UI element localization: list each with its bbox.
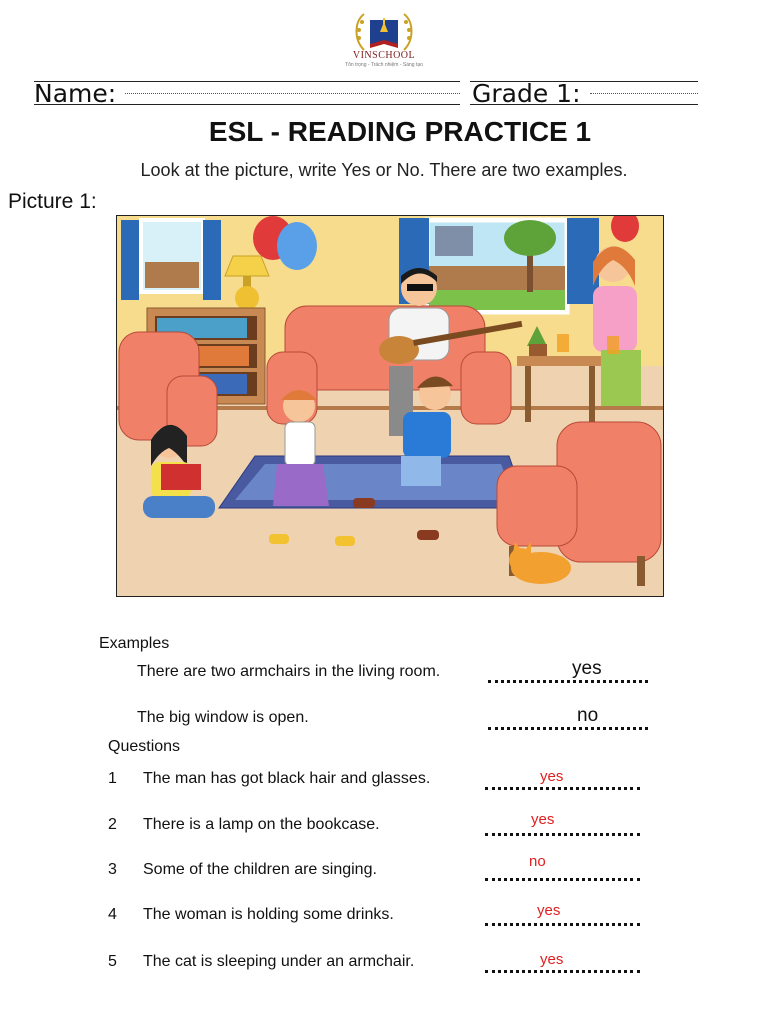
- answer-line[interactable]: [485, 833, 640, 836]
- question-answer: yes: [540, 951, 564, 968]
- example-sentence: There are two armchairs in the living room.: [137, 663, 441, 680]
- answer-line[interactable]: [485, 923, 640, 926]
- name-label: Name:: [34, 79, 117, 108]
- question-number: 2: [108, 816, 117, 833]
- logo-wordmark: VINSCHOOL: [352, 50, 416, 61]
- question-text: The woman is holding some drinks.: [143, 906, 394, 923]
- answer-line[interactable]: [485, 878, 640, 881]
- answer-line[interactable]: [485, 787, 640, 790]
- answer-line[interactable]: [485, 970, 640, 973]
- grade-write-line[interactable]: [470, 104, 698, 105]
- question-text: Some of the children are singing.: [143, 861, 377, 878]
- worksheet-title: ESL - READING PRACTICE 1: [208, 116, 592, 147]
- question-text: The man has got black hair and glasses.: [143, 770, 431, 787]
- name-write-line[interactable]: [34, 104, 460, 105]
- question-answer: yes: [531, 811, 555, 828]
- examples-heading: Examples: [99, 635, 170, 652]
- grade-top-line: [470, 81, 698, 82]
- answer-line[interactable]: [488, 680, 648, 683]
- grade-mid-line: [590, 93, 698, 94]
- question-number: 5: [108, 953, 117, 970]
- picture-label: Picture 1:: [8, 190, 97, 213]
- left-window: [121, 220, 221, 300]
- question-answer: no: [529, 853, 546, 870]
- name-top-line: [34, 81, 460, 82]
- question-answer: yes: [540, 768, 564, 785]
- example-answer: no: [577, 705, 599, 726]
- logo-tagline: Tôn trọng - Trách nhiệm - Sáng tạo: [345, 62, 423, 68]
- grade-label: Grade 1:: [472, 79, 581, 108]
- instruction-text: Look at the picture, write Yes or No. There are two examples.: [140, 160, 628, 180]
- question-answer: yes: [537, 902, 561, 919]
- questions-heading: Questions: [108, 738, 181, 755]
- question-number: 3: [108, 861, 117, 878]
- example-answer: yes: [572, 658, 602, 679]
- name-mid-line: [125, 93, 460, 94]
- question-number: 4: [108, 906, 117, 923]
- question-text: The cat is sleeping under an armchair.: [143, 953, 415, 970]
- question-text: There is a lamp on the bookcase.: [143, 816, 380, 833]
- question-number: 1: [108, 770, 117, 787]
- example-sentence: The big window is open.: [137, 709, 309, 726]
- vinschool-logo: [350, 10, 418, 70]
- living-room-illustration: [116, 215, 664, 597]
- answer-line[interactable]: [488, 727, 648, 730]
